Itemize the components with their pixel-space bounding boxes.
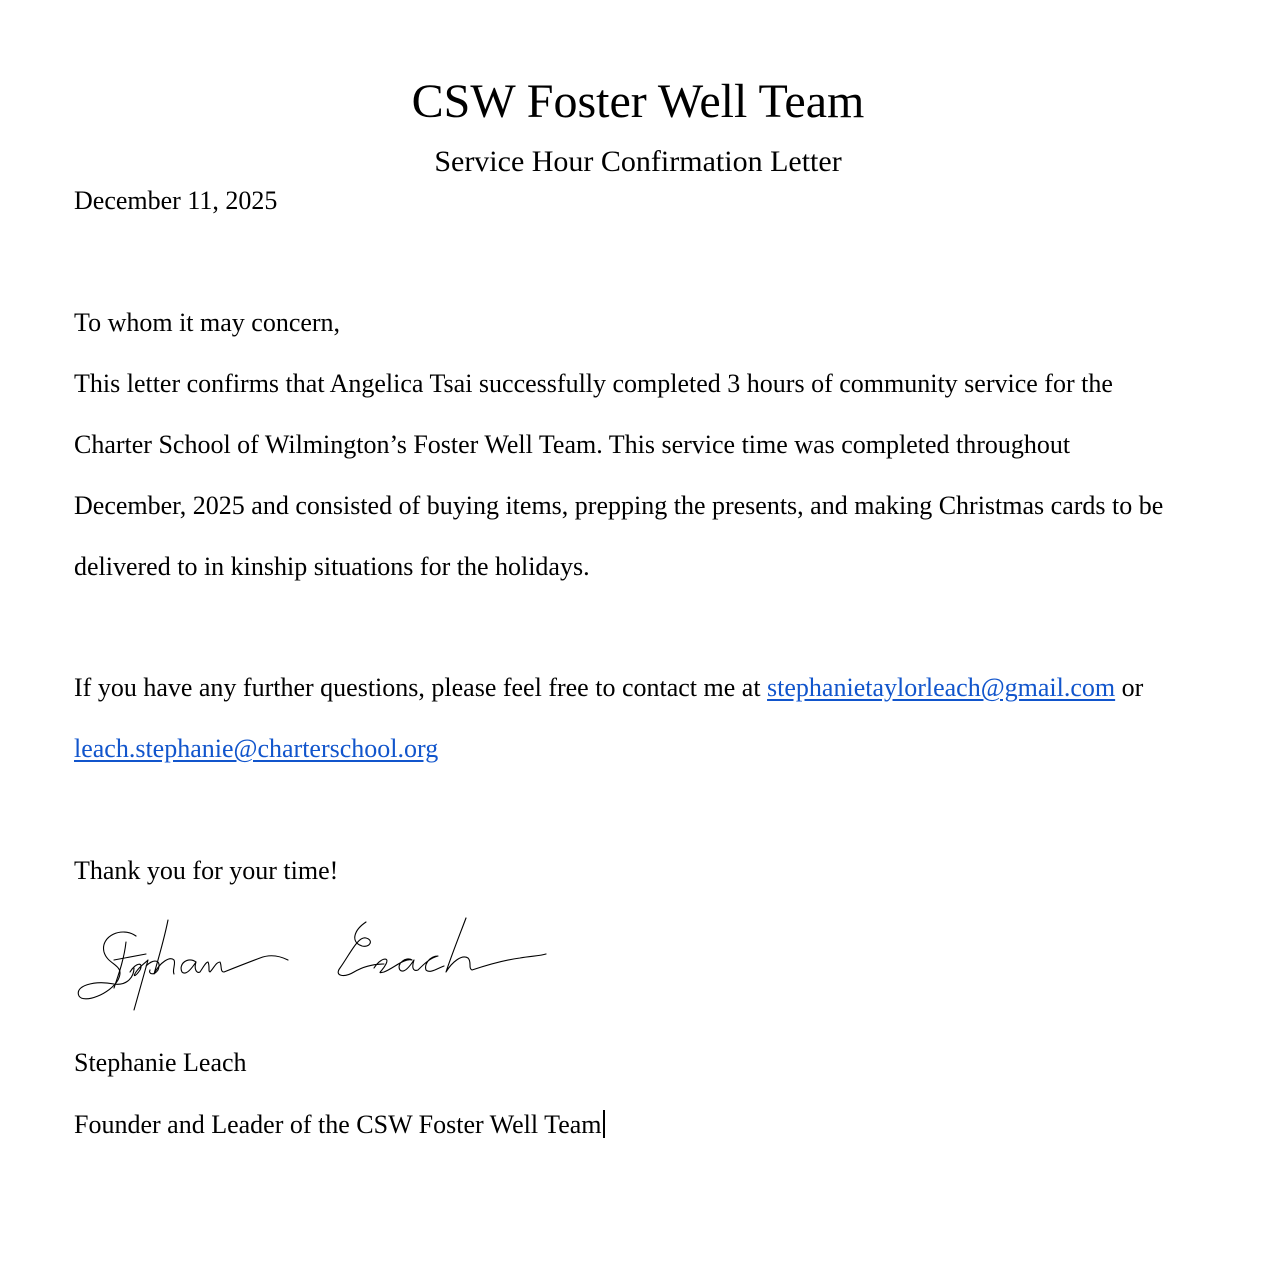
email-link-secondary[interactable]: leach.stephanie@charterschool.org [74, 734, 439, 763]
document-title: CSW Foster Well Team [411, 75, 865, 128]
document-subtitle: Service Hour Confirmation Letter [434, 145, 842, 178]
signature-stroke-l [338, 922, 384, 975]
body-line-2: Charter School of Wilmington’s Foster Well Team. This service time was completed throughout [74, 430, 1071, 459]
signature-stroke-s [78, 932, 136, 999]
contact-line [74, 672, 1143, 704]
signer-name: Stephanie Leach [74, 1048, 247, 1077]
contact-line-2 [74, 733, 438, 765]
letter-closing: Thank you for your time! [74, 856, 339, 885]
handwritten-signature [74, 914, 554, 1018]
letter-salutation: To whom it may concern, [74, 308, 341, 337]
signature-stroke-h [154, 920, 175, 974]
letter-date: December 11, 2025 [74, 186, 278, 215]
text-cursor [603, 1110, 605, 1138]
contact-prefix: If you have any further questions, please feel free to contact me at [74, 673, 768, 702]
body-line-3: December, 2025 and consisted of buying items, prepping the presents, and making Christmas cards to be [74, 491, 1164, 520]
signer-role: Founder and Leader of the CSW Foster Well Team [74, 1110, 602, 1139]
contact-joiner: or [1115, 673, 1144, 702]
signature-stroke-h2 [446, 918, 546, 972]
signer-role-line[interactable] [74, 1109, 605, 1141]
signature-stroke-ep [130, 960, 159, 1010]
signature-stroke-anie [181, 956, 288, 973]
signature-stroke-eac [374, 956, 444, 973]
body-line-1: This letter confirms that Angelica Tsai successfully completed 3 hours of community service for the [74, 369, 1113, 398]
email-link-primary[interactable]: stephanietaylorleach@gmail.com [767, 673, 1116, 702]
body-line-4: delivered to in kinship situations for the holidays. [74, 552, 590, 581]
